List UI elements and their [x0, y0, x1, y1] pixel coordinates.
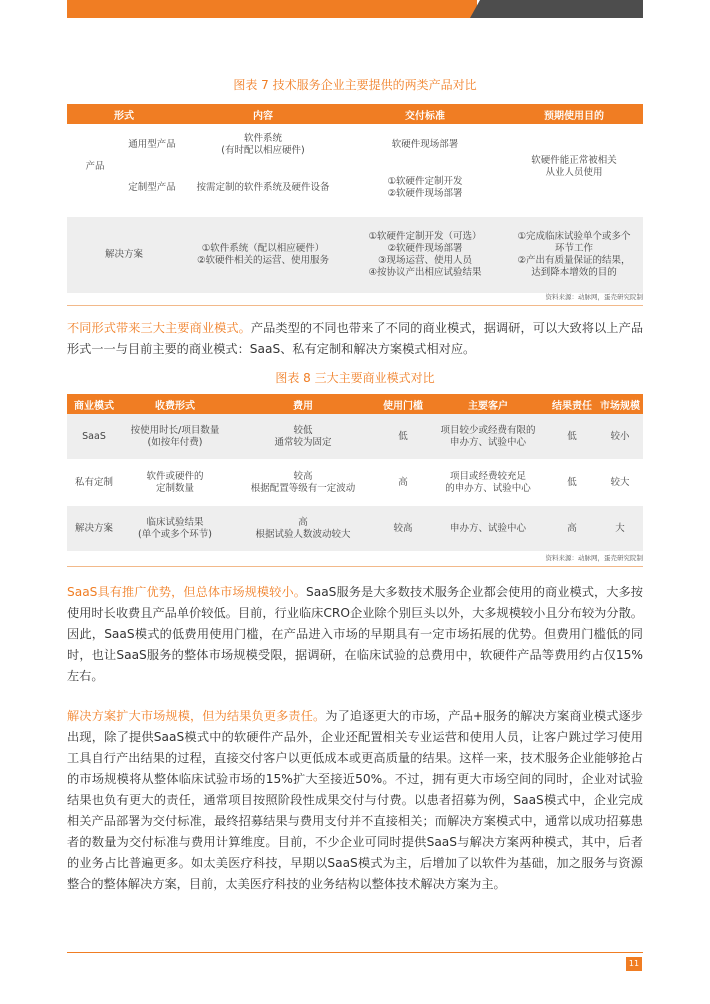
- product-purpose: 软硬件能正常被相关 从业人员使用: [531, 155, 617, 178]
- customer-cell: 申办方、试验中心: [429, 506, 547, 551]
- header-dark-bar: [470, 0, 643, 18]
- table7-header-content: 内容: [181, 104, 345, 124]
- divider: [67, 566, 643, 567]
- charge-cell: 临床试验结果 (单个或多个环节): [121, 506, 229, 551]
- table7-header-purpose: 预期使用目的: [505, 104, 643, 124]
- table8-header-customer: 主要客户: [429, 394, 547, 414]
- table7-caption: 图表 7 技术服务企业主要提供的两类产品对比: [233, 78, 477, 92]
- paragraph-highlight: 不同形式带来三大主要商业模式。: [67, 321, 251, 335]
- paragraph-text: 为了追逐更大的市场，产品+服务的解决方案商业模式逐步出现，除了提供SaaS模式中的软硬件产品外，企业还配置相关专业运营和使用人员，让客户跳过学习使用工具自行产出结果的过程，直接交付客户以更低成本或更高质量的结果。这样一来，技术服务企业能够抢占的市场规模将从整体临床试验市场的15%扩大至接近50%。不过，拥有更大市场空间的同时，企业对试验结果也负有更大的责任，通常项目按照阶段性成果交付与付费。以患者招募为例，SaaS模式中，企业完成相关产品部署为交付标准，最终招募结果与费用支付并不直接相关；而解决方案模式中，通常以成功招募患者的数量为交付标准与费用计算维度。目前，不少企业可同时提供SaaS与解决方案两种模式，其中，后者的业务占比普遍更多。如太美医疗科技，早期以SaaS模式为主，后增加了以软件为基础，加之服务与资源整合的整体解决方案，目前，太美医疗科技的业务结构以整体技术解决方案为主。: [67, 709, 643, 891]
- paragraph-solution: [67, 706, 643, 895]
- threshold-cell: 高: [398, 476, 408, 488]
- paragraph-highlight: 解决方案扩大市场规模，但为结果负更多责任。: [67, 709, 326, 723]
- table7-header-form: 形式: [67, 104, 181, 124]
- model-cell: 解决方案: [67, 506, 121, 551]
- general-product-content: 软件系统 (有时配以相应硬件): [221, 133, 305, 156]
- model-cell: 私有定制: [74, 476, 113, 488]
- table-row: [67, 414, 643, 459]
- model-cell: SaaS: [67, 414, 121, 459]
- table-row: [67, 217, 643, 293]
- solution-form: 解决方案: [67, 217, 181, 293]
- table8-header-responsibility: 结果责任: [547, 394, 597, 414]
- table-row: [67, 506, 643, 551]
- custom-product-form: 定制型产品: [128, 182, 176, 193]
- solution-delivery: ①软硬件定制开发（可选） ②软硬件现场部署 ③现场运营、使用人员 ④按协议产出相应试验结果: [345, 217, 505, 293]
- market-cell: 较小: [597, 414, 643, 459]
- table8-header-model: 商业模式: [67, 394, 121, 414]
- table7: [67, 104, 643, 293]
- fee-cell: 较低 通常较为固定: [229, 414, 377, 459]
- table8: [67, 394, 643, 551]
- charge-cell: 软件或硬件的 定制数量: [146, 470, 204, 494]
- general-product-delivery: 软硬件现场部署: [391, 139, 459, 150]
- customer-cell: 项目或经费较充足 的申办方、试验中心: [445, 470, 531, 494]
- table7-header-delivery: 交付标准: [345, 104, 505, 124]
- table8-header-row: [67, 394, 643, 414]
- fee-cell: 高 根据试验人数波动较大: [229, 506, 377, 551]
- table8-header-market: 市场规模: [597, 394, 643, 414]
- market-cell: 较大: [610, 476, 630, 488]
- responsibility-cell: 低: [567, 476, 577, 488]
- table7-header-row: [67, 104, 643, 124]
- responsibility-cell: 高: [547, 506, 597, 551]
- general-product-form: 通用型产品: [128, 139, 176, 150]
- table-row: [67, 124, 643, 166]
- customer-cell: 项目较少或经费有限的 申办方、试验中心: [429, 414, 547, 459]
- table8-header-fee: 费用: [229, 394, 377, 414]
- threshold-cell: 低: [377, 414, 429, 459]
- custom-product-delivery: ①软硬件定制开发 ②软硬件现场部署: [387, 176, 463, 199]
- solution-purpose: ①完成临床试验单个或多个 环节工作 ②产出有质量保证的结果， 达到降本增效的目的: [505, 217, 643, 293]
- table8-header-threshold: 使用门槛: [377, 394, 429, 414]
- responsibility-cell: 低: [547, 414, 597, 459]
- header-accent-bar: [67, 0, 477, 18]
- threshold-cell: 较高: [377, 506, 429, 551]
- divider: [67, 305, 643, 306]
- charge-cell: 按使用时长/项目数量 (如按年付费): [121, 414, 229, 459]
- paragraph-saas: [67, 582, 643, 687]
- table8-caption: 图表 8 三大主要商业模式对比: [275, 371, 435, 385]
- table-row: [67, 459, 643, 506]
- page-number: 11: [626, 957, 642, 971]
- table7-source: 资料来源：动脉网，蛋壳研究院制: [545, 293, 643, 301]
- fee-cell: 较高 根据配置等级有一定波动: [250, 470, 356, 494]
- solution-content: ①软件系统（配以相应硬件） ②软硬件相关的运营、使用服务: [181, 217, 345, 293]
- footer-line: [67, 952, 643, 953]
- custom-product-content: 按需定制的软件系统及硬件设备: [196, 182, 330, 193]
- product-label: 产品: [85, 161, 105, 172]
- market-cell: 大: [597, 506, 643, 551]
- paragraph-highlight: SaaS具有推广优势，但总体市场规模较小。: [67, 585, 306, 599]
- paragraph-text: SaaS服务是大多数技术服务企业都会使用的商业模式，大多按使用时长收费且产品单价较低。目前，行业临床CRO企业除个别巨头以外，大多规模较小且分布较为分散。因此，SaaS模式的低费用使用门槛，在产品进入市场的早期具有一定市场拓展的优势。但费用门槛低的同时，也让SaaS服务的整体市场规模受限，据调研，在临床试验的总费用中，软硬件产品等费用约占仅15%左右。: [67, 585, 643, 683]
- table8-header-charge: 收费形式: [121, 394, 229, 414]
- paragraph-text: 产品类型的不同也带来了不同的商业模式，据调研，可以大致将以上产品形式一一与目前主要的商业模式：SaaS、私有定制和解决方案模式相对应。: [67, 321, 644, 356]
- table8-source: 资料来源：动脉网，蛋壳研究院制: [545, 554, 643, 562]
- paragraph-business-models: [67, 318, 643, 360]
